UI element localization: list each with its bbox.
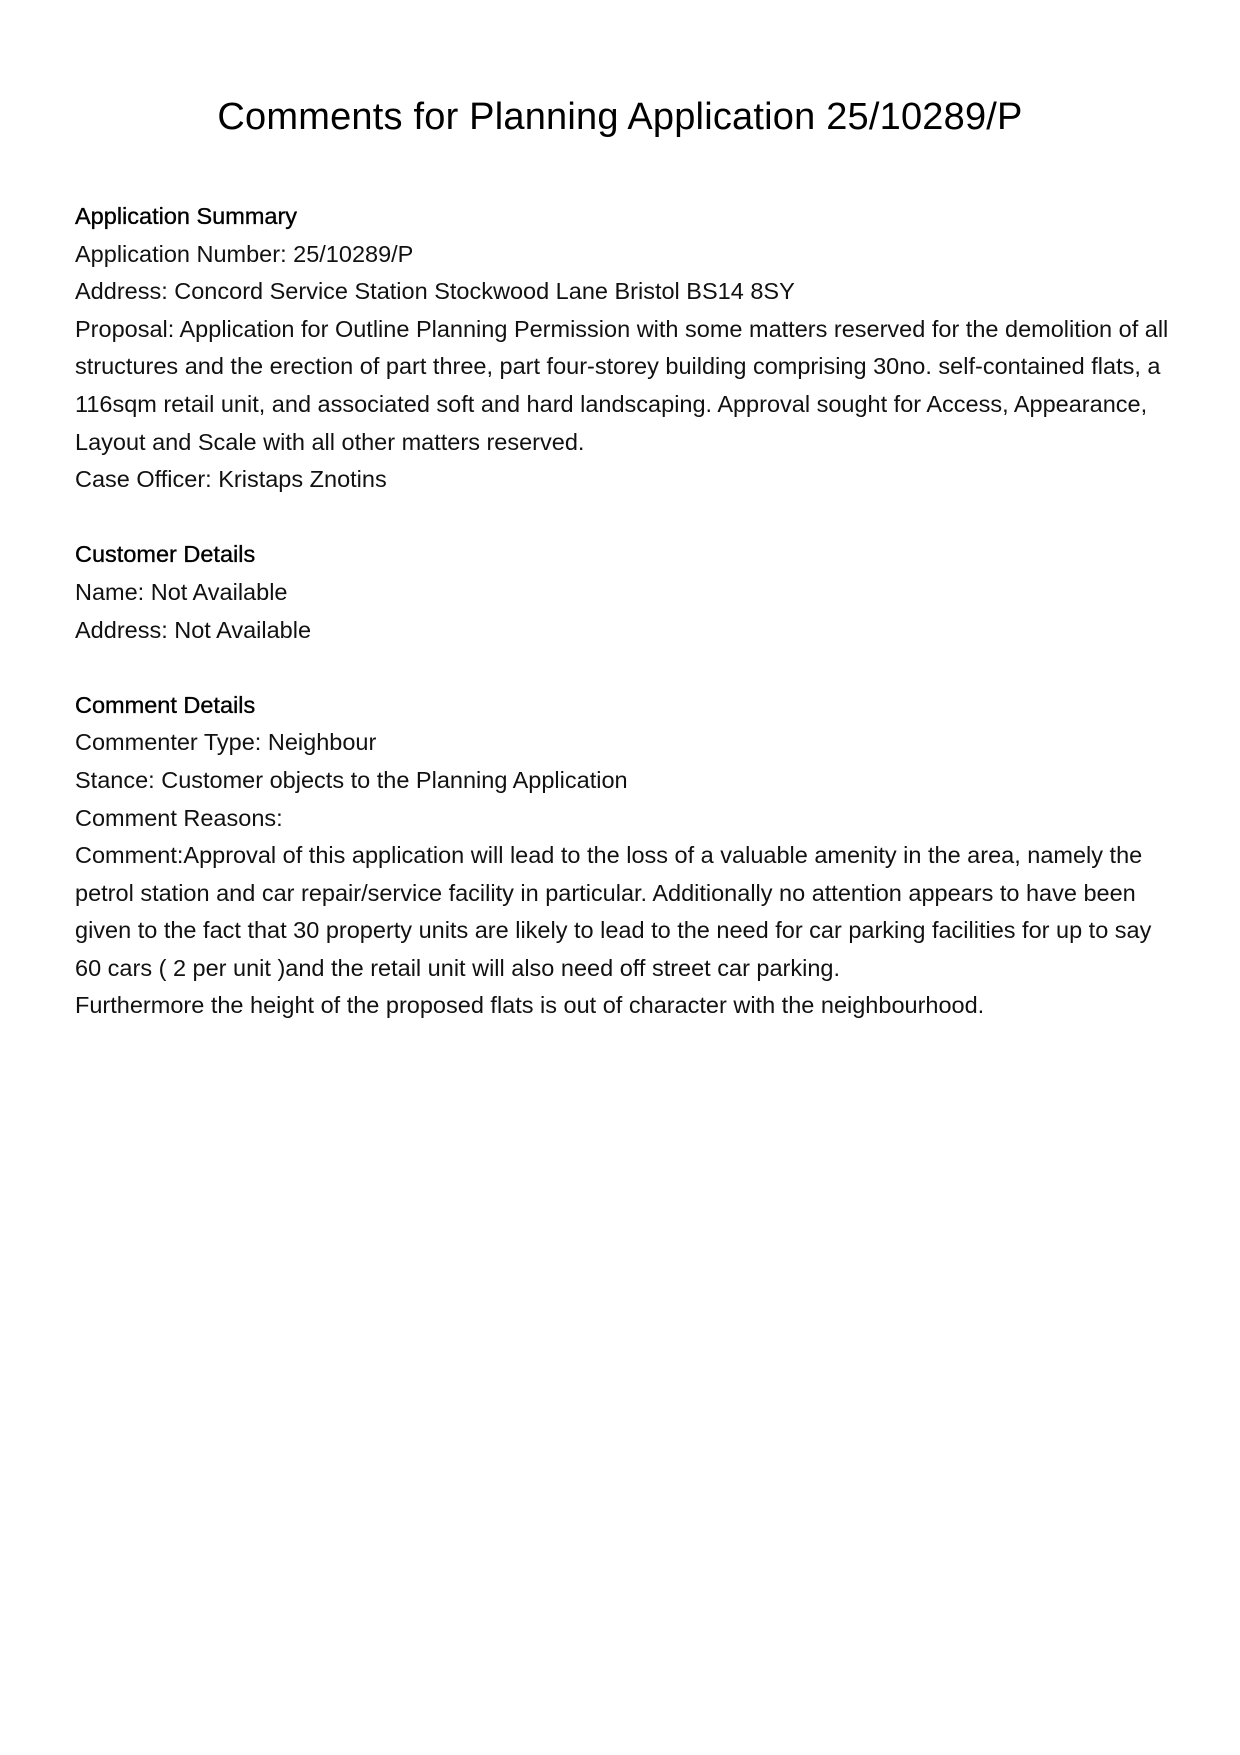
customer-name: Name: Not Available [75,578,288,605]
customer-address: Address: Not Available [75,616,312,643]
comment-text-continued: Furthermore the height of the proposed flats is out of character with the neighbourhood. [75,992,985,1019]
commenter-type: Commenter Type: Neighbour [75,729,377,756]
application-summary-section [75,198,1175,499]
comment-details-section [75,687,1175,1025]
document-body [75,198,1175,1063]
application-number: Application Number: 25/10289/P [75,240,414,267]
comment-reasons: Comment Reasons: [75,804,283,831]
comment-text: Comment:Approval of this application will lead to the loss of a valuable amenity in the area, namely the petrol station and car repair/service facility in particular. Additionally no attention appears to have been given to the fact that 30 property units are likely to lead to the need for car parking facilities for up to say 60 cars ( 2 per unit )and the retail unit will also need off street car parking. [75,842,1152,981]
customer-details-heading: Customer Details [75,541,256,568]
application-address: Address: Concord Service Station Stockwood Lane Bristol BS14 8SY [75,278,795,305]
customer-details-section [75,536,1175,649]
comment-details-heading: Comment Details [75,691,256,718]
case-officer: Case Officer: Kristaps Znotins [75,466,387,493]
page-title: Comments for Planning Application 25/10289/P [217,96,1023,138]
application-proposal: Proposal: Application for Outline Planning Permission with some matters reserved for the demolition of all structures and the erection of part three, part four-storey building comprising 30no. self-contained flats, a 116sqm retail unit, and associated soft and hard landscaping. Approval sought for Access, Appearance, Layout and Scale with all other matters reserved. [75,315,1169,455]
application-summary-heading: Application Summary [75,203,298,229]
comment-stance: Stance: Customer objects to the Planning Application [75,766,628,793]
